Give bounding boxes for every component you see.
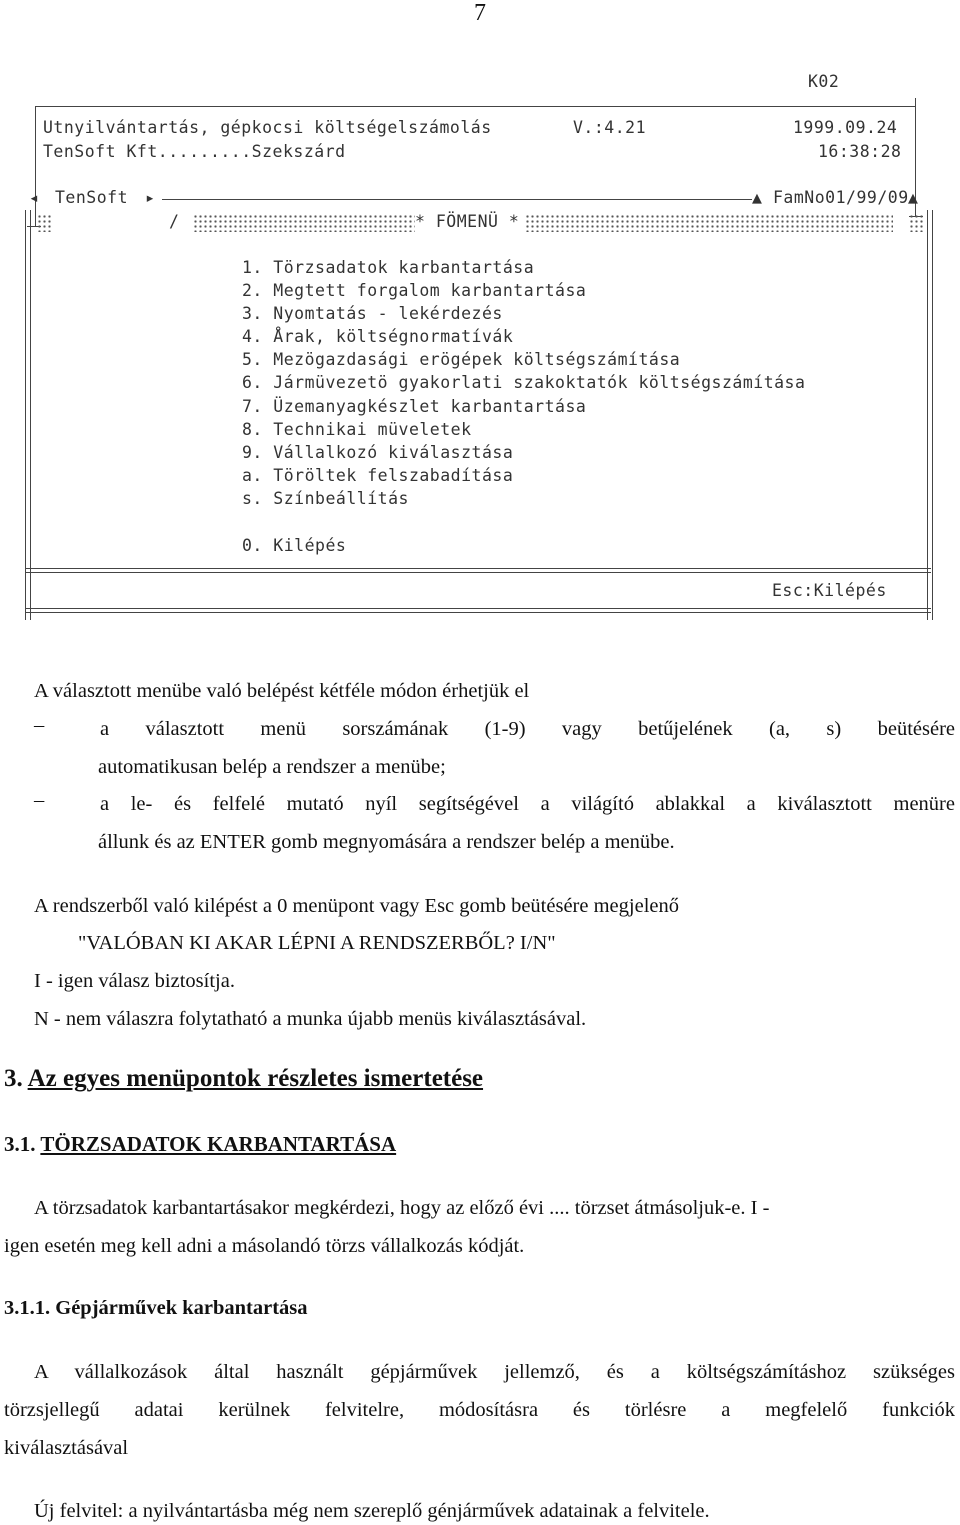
menu-item-1[interactable]: 1. Törzsadatok karbantartása (242, 258, 535, 277)
section-3-heading (4, 1066, 483, 1092)
section-3-1-heading (4, 1131, 396, 1157)
menu-item-6[interactable]: 6. Jármüvezetö gyakorlati szakoktatók költségszámítása (242, 373, 806, 392)
exit-paragraph: A rendszerből való kilépést a 0 menüpont vagy Esc gomb beütésére megjelenő (34, 895, 679, 917)
menu-item-3[interactable]: 3. Nyomtatás - lekérdezés (242, 304, 503, 323)
dotted-fill-far-right (909, 214, 923, 232)
menu-item-8[interactable]: 8. Technikai müveletek (242, 420, 472, 439)
main-menu-title: * FÖMENÜ * (415, 212, 520, 231)
dotted-fill-right (525, 214, 893, 232)
file-code-label: FamNo01/99/09 (773, 188, 909, 207)
menu-path-slash: / (169, 212, 180, 231)
nav-separator-line (162, 199, 752, 200)
esc-exit-hint[interactable]: Esc:Kilépés (772, 581, 887, 600)
menu-item-4[interactable]: 4. Årak, költségnormatívák (242, 327, 514, 346)
program-screenshot (25, 60, 935, 620)
torzsadat-paragraph-line-1: A törzsadatok karbantartásakor megkérdezi, hogy az előző évi .... törzset átmásoljuk-e. I - (34, 1197, 770, 1219)
section-3-title: Az egyes menüpontok részletes ismertetése (27, 1065, 484, 1092)
section-3-1-title: TÖRZSADATOK KARBANTARTÁSA (40, 1132, 397, 1156)
bullet-dash-2: – (34, 789, 45, 811)
exit-yes-line: I - igen válasz biztosítja. (34, 970, 235, 992)
section-3-number: 3. (4, 1065, 23, 1092)
header-top-border (35, 106, 915, 107)
page-number: 7 (474, 0, 486, 26)
bullet-2-line-2: állunk és az ENTER gomb megnyomására a rendszer belép a menübe. (98, 831, 675, 853)
up-arrow-icon: ▲ (752, 188, 763, 207)
new-entry-paragraph: Új felvitel: a nyilvántartásba még nem szereplő génjárművek adatainak a felvitele. (34, 1500, 710, 1522)
bullet-1-line-1: a választott menü sorszámának (1-9) vagy betűjelének (a, s) beütésére (100, 718, 955, 740)
vehicles-paragraph-line-2: törzsjellegű adatai kerülnek felvitelre, módosításra és törlésre a megfelelő funkciók (4, 1399, 955, 1421)
bullet-dash-1: – (34, 714, 45, 736)
exit-prompt-quote: "VALÓBAN KI AKAR LÉPNI A RENDSZERBŐL? I/N" (78, 932, 556, 954)
footer-separator (25, 568, 931, 573)
intro-paragraph: A választott menübe való belépést kétféle módon érhetjük el (34, 680, 530, 702)
menu-item-9[interactable]: 9. Vállalkozó kiválasztása (242, 443, 514, 462)
section-3-1-number: 3.1. (4, 1132, 36, 1156)
right-arrow-icon: ▸ (145, 188, 156, 207)
header-left-border (35, 106, 36, 226)
dotted-fill-middle (193, 214, 415, 232)
menu-frame-left-border (25, 210, 31, 620)
version-label: V.:4.21 (573, 118, 647, 137)
bullet-2-line-1: a le- és felfelé mutató nyíl segítségével a világító ablakkal a kiválasztott menüre (100, 793, 955, 815)
menu-item-2[interactable]: 2. Megtett forgalom karbantartása (242, 281, 587, 300)
menu-frame-right-border (927, 210, 933, 620)
exit-no-line: N - nem válaszra folytatható a munka újabb menüs kiválasztásával. (34, 1008, 587, 1030)
menu-item-s[interactable]: s. Színbeállítás (242, 489, 409, 508)
dotted-fill-left (37, 214, 51, 232)
date-label: 1999.09.24 (793, 118, 898, 137)
vehicles-paragraph-line-1: A vállalkozások által használt gépjárművek jellemző, és a költségszámításhoz szükséges (34, 1361, 955, 1383)
brand-label: TenSoft (55, 188, 129, 207)
company-label: TenSoft Kft.........Szekszárd (43, 142, 346, 161)
menu-item-7[interactable]: 7. Üzemanyagkészlet karbantartása (242, 397, 587, 416)
vehicles-paragraph-line-3: kiválasztásával (4, 1437, 129, 1459)
screen-code: K02 (808, 72, 840, 91)
up-arrow-icon-right: ▲ (908, 188, 919, 207)
time-label: 16:38:28 (818, 142, 902, 161)
section-3-1-1-heading: 3.1.1. Gépjárművek karbantartása (4, 1297, 308, 1319)
torzsadat-paragraph-line-2: igen esetén meg kell adni a másolandó törzs vállalkozás kódját. (4, 1235, 525, 1257)
app-title: Utnyilvántartás, gépkocsi költségelszámolás (43, 118, 492, 137)
menu-item-a[interactable]: a. Töröltek felszabadítása (242, 466, 514, 485)
left-arrow-icon: ◂ (29, 188, 40, 207)
bullet-1-line-2: automatikusan belép a rendszer a menübe; (98, 756, 446, 778)
menu-item-exit[interactable]: 0. Kilépés (242, 536, 347, 555)
menu-item-5[interactable]: 5. Mezögazdasági erögépek költségszámítása (242, 350, 681, 369)
footer-bottom-border (25, 608, 931, 613)
